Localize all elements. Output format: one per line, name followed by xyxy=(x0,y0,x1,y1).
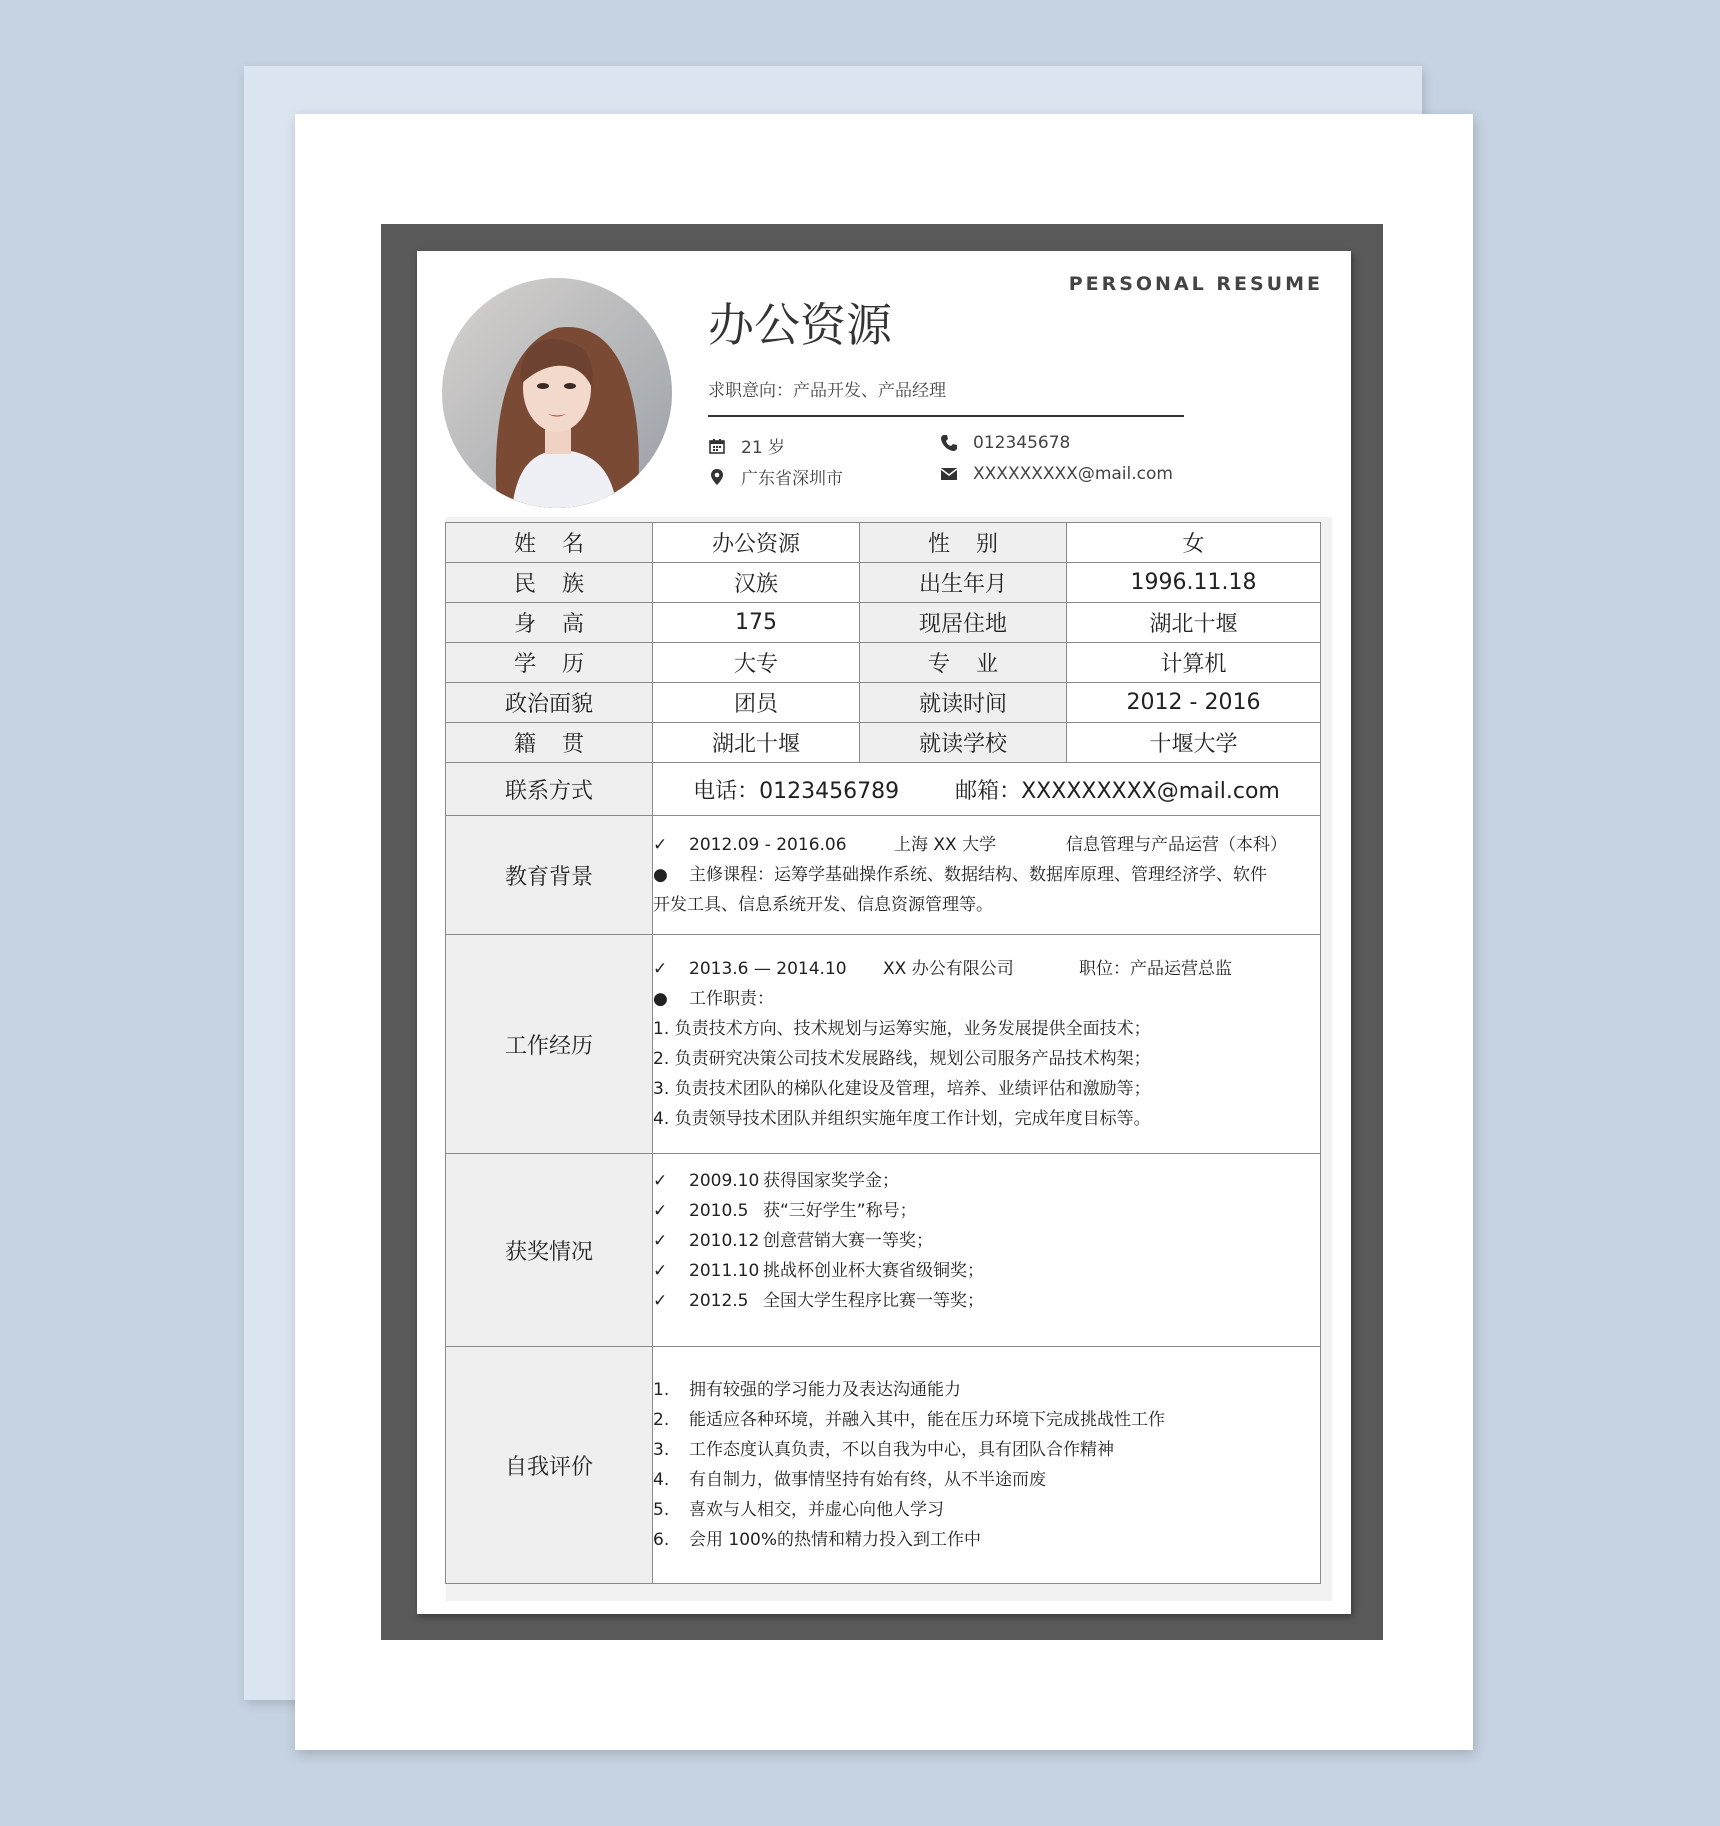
education-cell xyxy=(653,816,1321,935)
field-value: 2012 - 2016 xyxy=(1067,683,1321,723)
list-item: 3. 负责技术团队的梯队化建设及管理，培养、业绩评估和激励等； xyxy=(653,1079,1151,1099)
list-item: ✓ 2011.10 挑战杯创业杯大赛省级铜奖； xyxy=(653,1256,1320,1286)
list-item: 2. 负责研究决策公司技术发展路线，规划公司服务产品技术构架； xyxy=(653,1049,1151,1069)
list-item: 4. 负责领导技术团队并组织实施年度工作计划，完成年度目标等。 xyxy=(653,1109,1151,1129)
location-info xyxy=(707,464,843,489)
phone-info xyxy=(939,433,1070,453)
resume-table xyxy=(445,522,1321,1584)
job-intent: 求职意向：产品开发、产品经理 xyxy=(708,381,946,401)
list-item: 5. 喜欢与人相交，并虚心向他人学习 xyxy=(653,1500,944,1520)
field-value: 175 xyxy=(653,603,860,643)
work-row xyxy=(446,935,1321,1154)
field-label: 籍贯 xyxy=(446,723,653,763)
email-text: XXXXXXXXX@mail.com xyxy=(973,464,1173,484)
work-entry xyxy=(653,954,1320,984)
list-item: 3. 工作态度认真负责，不以自我为中心，具有团队合作精神 xyxy=(653,1440,1114,1460)
field-label: 身高 xyxy=(446,603,653,643)
table-row xyxy=(446,603,1321,643)
check-icon: ✓ xyxy=(653,1171,668,1191)
profile-photo xyxy=(442,278,672,508)
education-row xyxy=(446,816,1321,935)
education-entry xyxy=(653,830,1320,860)
list-item: 6. 会用 100%的热情和精力投入到工作中 xyxy=(653,1530,982,1550)
age-text: 21 岁 xyxy=(741,438,786,458)
phone-icon xyxy=(939,433,959,453)
check-icon: ✓ xyxy=(653,1261,668,1281)
field-label: 现居住地 xyxy=(860,603,1067,643)
education-courses-cont: 开发工具、信息系统开发、信息资源管理等。 xyxy=(653,895,993,915)
field-label: 姓名 xyxy=(446,523,653,563)
list-item: ✓ 2010.12 创意营销大赛一等奖； xyxy=(653,1226,1320,1256)
bullet-icon: ● xyxy=(653,865,668,885)
field-value: 汉族 xyxy=(653,563,860,603)
section-label: 自我评价 xyxy=(446,1347,653,1584)
table-row xyxy=(446,523,1321,563)
section-label: 教育背景 xyxy=(446,816,653,935)
calendar-icon xyxy=(707,436,727,456)
work-duty-title: ● 工作职责： xyxy=(653,984,1320,1014)
list-item: ✓ 2009.10 获得国家奖学金； xyxy=(653,1166,1320,1196)
check-icon: ✓ xyxy=(653,959,668,979)
field-value: 大专 xyxy=(653,643,860,683)
field-value: 办公资源 xyxy=(653,523,860,563)
field-label: 专业 xyxy=(860,643,1067,683)
self-eval-cell xyxy=(653,1347,1321,1584)
education-school: 上海 XX 大学 xyxy=(894,835,997,855)
field-label: 就读时间 xyxy=(860,683,1067,723)
awards-row xyxy=(446,1154,1321,1347)
check-icon: ✓ xyxy=(653,1231,668,1251)
contact-cell xyxy=(653,763,1321,816)
contact-email: 邮箱：XXXXXXXXX@mail.com xyxy=(955,778,1280,804)
education-major: 信息管理与产品运营（本科） xyxy=(1066,835,1287,855)
table-row xyxy=(446,723,1321,763)
self-eval-row xyxy=(446,1347,1321,1584)
list-item: 1. 负责技术方向、技术规划与运筹实施，业务发展提供全面技术； xyxy=(653,1019,1151,1039)
work-period: 2013.6 — 2014.10 xyxy=(689,959,847,979)
header-divider xyxy=(708,415,1184,417)
list-item: 4. 有自制力，做事情坚持有始有终，从不半途而废 xyxy=(653,1470,1046,1490)
location-text: 广东省深圳市 xyxy=(741,469,843,489)
field-label: 就读学校 xyxy=(860,723,1067,763)
section-label: 工作经历 xyxy=(446,935,653,1154)
table-row xyxy=(446,563,1321,603)
field-value: 女 xyxy=(1067,523,1321,563)
field-value: 1996.11.18 xyxy=(1067,563,1321,603)
field-value: 计算机 xyxy=(1067,643,1321,683)
location-pin-icon xyxy=(707,467,727,487)
candidate-name: 办公资源 xyxy=(708,298,892,352)
education-courses: ● 主修课程：运筹学基础操作系统、数据结构、数据库原理、管理经济学、软件 xyxy=(653,860,1320,890)
contact-row xyxy=(446,763,1321,816)
list-item: ✓ 2012.5 全国大学生程序比赛一等奖； xyxy=(653,1286,1320,1316)
education-period: 2012.09 - 2016.06 xyxy=(689,835,847,855)
field-value: 湖北十堰 xyxy=(1067,603,1321,643)
list-item: 2. 能适应各种环境，并融入其中，能在压力环境下完成挑战性工作 xyxy=(653,1410,1165,1430)
section-label: 获奖情况 xyxy=(446,1154,653,1347)
work-company: XX 办公有限公司 xyxy=(883,959,1014,979)
field-label: 学历 xyxy=(446,643,653,683)
awards-cell xyxy=(653,1154,1321,1347)
table-row xyxy=(446,683,1321,723)
field-label: 性别 xyxy=(860,523,1067,563)
bullet-icon: ● xyxy=(653,989,668,1009)
header-label: PERSONAL RESUME xyxy=(1068,273,1323,295)
field-value: 团员 xyxy=(653,683,860,723)
table-row xyxy=(446,643,1321,683)
resume-paper xyxy=(417,251,1351,1614)
field-label: 政治面貌 xyxy=(446,683,653,723)
list-item: 1. 拥有较强的学习能力及表达沟通能力 xyxy=(653,1380,961,1400)
mail-icon xyxy=(939,464,959,484)
age-info xyxy=(707,433,785,458)
list-item: ✓ 2010.5 获“三好学生”称号； xyxy=(653,1196,1320,1226)
phone-text: 012345678 xyxy=(973,433,1071,453)
email-info xyxy=(939,464,1173,484)
check-icon: ✓ xyxy=(653,1291,668,1311)
field-value: 十堰大学 xyxy=(1067,723,1321,763)
field-label: 民族 xyxy=(446,563,653,603)
contact-phone: 电话：0123456789 xyxy=(693,778,900,804)
work-position: 职位：产品运营总监 xyxy=(1079,959,1232,979)
check-icon: ✓ xyxy=(653,835,668,855)
work-cell xyxy=(653,935,1321,1154)
field-value: 湖北十堰 xyxy=(653,723,860,763)
field-label: 出生年月 xyxy=(860,563,1067,603)
section-label: 联系方式 xyxy=(446,763,653,816)
check-icon: ✓ xyxy=(653,1201,668,1221)
